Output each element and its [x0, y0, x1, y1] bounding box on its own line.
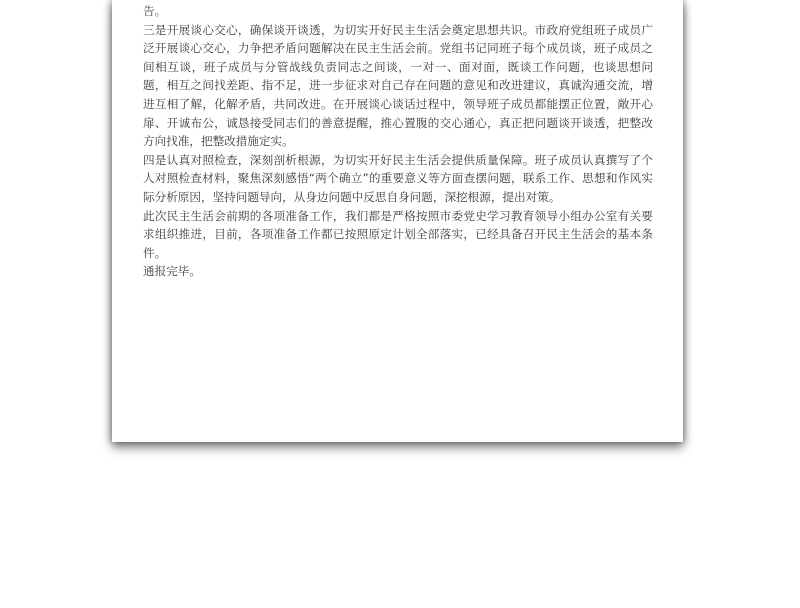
paragraph-summary: 此次民主生活会前期的各项准备工作，我们都是严格按照市委党史学习教育领导小组办公室有关要求组织推进，目前，各项准备工作都已按照原定计划全部落实，已经具备召开民主生活会的基本条件。 — [143, 208, 653, 260]
paragraph-item-three: 三是开展谈心交心，确保谈开谈透，为切实开好民主生活会奠定思想共识。市政府党组班子成员广泛开展谈心交心，力争把矛盾问题解决在民主生活会前。党组书记同班子每个成员谈，班子成员之间相互谈，班子成员与分管战线负责同志之间谈，一对一、面对面，既谈工作问题，也谈思想问题，相互之间找差距、指不足，进一步征求对自己存在问题的意见和改进建议，真诚沟通交流，增进互相了解，化解矛盾，共同改进。在开展谈心谈话过程中，领导班子成员都能摆正位置，敞开心扉、开诚布公，诚恳接受同志们的善意提醒，推心置腹的交心通心，真正把问题谈开谈透，把整改方向找准，把整改措施定实。 — [143, 22, 653, 149]
paragraph-item-four: 四是认真对照检查，深刻剖析根源，为切实开好民主生活会提供质量保障。班子成员认真撰写了个人对照检查材料，聚焦深刻感悟“两个确立”的重要意义等方面查摆问题，联系工作、思想和作风实际分析原因，坚持问题导向，从身边问题中反思自身问题，深挖根源，提出对策。 — [143, 152, 653, 204]
paragraph-continuation: 告。 — [143, 4, 167, 18]
document-page — [112, 0, 683, 442]
paragraph-closing: 通报完毕。 — [143, 264, 201, 279]
document-body — [143, 2, 653, 281]
